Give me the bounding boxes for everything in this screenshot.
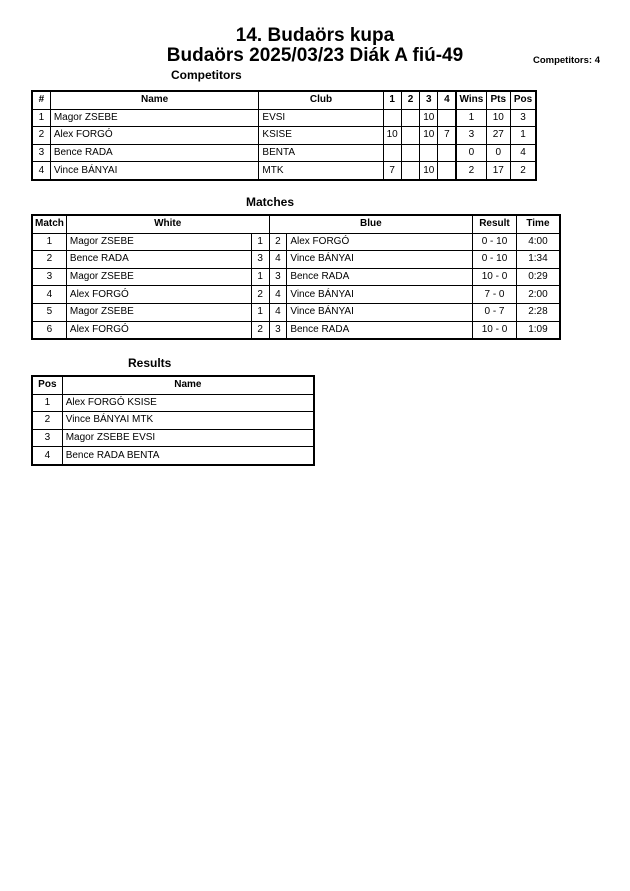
cell: Magor ZSEBE EVSI bbox=[62, 429, 314, 447]
cell: Alex FORGÓ bbox=[50, 127, 259, 145]
table-row bbox=[32, 321, 560, 339]
table-row bbox=[32, 303, 560, 321]
cell: 3 bbox=[32, 144, 50, 162]
col-result: Result bbox=[473, 215, 517, 233]
subtitle-text: Budaörs 2025/03/23 Diák A fiú-49 bbox=[166, 45, 464, 66]
cell: 2 bbox=[269, 233, 287, 251]
table-row bbox=[32, 251, 560, 269]
cell: Bence RADA bbox=[287, 321, 473, 339]
cell: 7 bbox=[438, 127, 456, 145]
cell bbox=[401, 109, 419, 127]
cell: 1 bbox=[32, 233, 66, 251]
cell: 3 bbox=[269, 268, 287, 286]
cell: 4 bbox=[269, 251, 287, 269]
table-row bbox=[32, 144, 536, 162]
matches-header-row bbox=[32, 215, 560, 233]
cell: 10 - 0 bbox=[473, 268, 517, 286]
cell: Magor ZSEBE bbox=[66, 233, 251, 251]
col-pts: Pts bbox=[486, 91, 510, 109]
cell: Magor ZSEBE bbox=[66, 268, 251, 286]
cell: Alex FORGÓ bbox=[287, 233, 473, 251]
cell: 2 bbox=[32, 412, 62, 430]
cell: Vince BÁNYAI bbox=[50, 162, 259, 180]
competitors-header-row bbox=[32, 91, 536, 109]
results-header-row bbox=[32, 376, 314, 394]
cell: 2 bbox=[511, 162, 537, 180]
competitors-table bbox=[31, 90, 537, 181]
cell: 1 bbox=[32, 109, 50, 127]
col-opp-2: 2 bbox=[401, 91, 419, 109]
table-row bbox=[32, 286, 560, 304]
matches-table bbox=[31, 214, 561, 340]
cell: 4:00 bbox=[516, 233, 560, 251]
cell: Magor ZSEBE bbox=[66, 303, 251, 321]
cell: Vince BÁNYAI bbox=[287, 303, 473, 321]
cell: Vince BÁNYAI bbox=[287, 286, 473, 304]
cell: EVSI bbox=[259, 109, 383, 127]
col-wins: Wins bbox=[456, 91, 486, 109]
cell bbox=[401, 162, 419, 180]
col-pos: Pos bbox=[511, 91, 537, 109]
cell bbox=[438, 162, 456, 180]
cell: Bence RADA BENTA bbox=[62, 447, 314, 465]
cell: 3 bbox=[251, 251, 269, 269]
cell: 2:00 bbox=[516, 286, 560, 304]
cell: 0 - 7 bbox=[473, 303, 517, 321]
cell: Magor ZSEBE bbox=[50, 109, 259, 127]
results-table bbox=[31, 375, 315, 466]
cell: 2 bbox=[32, 251, 66, 269]
cell: 3 bbox=[269, 321, 287, 339]
col-name: Name bbox=[50, 91, 259, 109]
col-number: # bbox=[32, 91, 50, 109]
table-row bbox=[32, 109, 536, 127]
cell: 4 bbox=[32, 447, 62, 465]
cell: 1 bbox=[251, 303, 269, 321]
cell: 7 - 0 bbox=[473, 286, 517, 304]
table-row bbox=[32, 429, 314, 447]
cell bbox=[420, 144, 438, 162]
cell: Vince BÁNYAI bbox=[287, 251, 473, 269]
cell: 10 bbox=[420, 162, 438, 180]
cell: Alex FORGÓ bbox=[66, 286, 251, 304]
matches-heading: Matches bbox=[246, 195, 295, 209]
cell: 1 bbox=[511, 127, 537, 145]
table-row bbox=[32, 233, 560, 251]
cell: 4 bbox=[269, 303, 287, 321]
cell: 0 bbox=[486, 144, 510, 162]
cell: 2 bbox=[251, 321, 269, 339]
cell: 6 bbox=[32, 321, 66, 339]
cell: Bence RADA bbox=[50, 144, 259, 162]
cell: 2 bbox=[251, 286, 269, 304]
col-name: Name bbox=[62, 376, 314, 394]
col-pos: Pos bbox=[32, 376, 62, 394]
cell bbox=[401, 127, 419, 145]
page-title: 14. Budaörs kupa bbox=[235, 25, 395, 46]
cell: KSISE bbox=[259, 127, 383, 145]
cell: 4 bbox=[511, 144, 537, 162]
cell: 0:29 bbox=[516, 268, 560, 286]
col-time: Time bbox=[516, 215, 560, 233]
cell bbox=[401, 144, 419, 162]
cell: 3 bbox=[32, 268, 66, 286]
cell: 1:09 bbox=[516, 321, 560, 339]
col-match: Match bbox=[32, 215, 66, 233]
col-white: White bbox=[66, 215, 269, 233]
cell: 5 bbox=[32, 303, 66, 321]
cell: 4 bbox=[269, 286, 287, 304]
cell: 10 - 0 bbox=[473, 321, 517, 339]
cell bbox=[438, 144, 456, 162]
cell: 10 bbox=[420, 127, 438, 145]
table-row bbox=[32, 394, 314, 412]
cell: 1 bbox=[32, 394, 62, 412]
cell: BENTA bbox=[259, 144, 383, 162]
cell: 2 bbox=[32, 127, 50, 145]
cell: 4 bbox=[32, 162, 50, 180]
cell: 27 bbox=[486, 127, 510, 145]
cell bbox=[383, 144, 401, 162]
cell: 1:34 bbox=[516, 251, 560, 269]
cell: Bence RADA bbox=[66, 251, 251, 269]
cell: 3 bbox=[511, 109, 537, 127]
table-row bbox=[32, 162, 536, 180]
table-row bbox=[32, 127, 536, 145]
cell: Alex FORGÓ bbox=[66, 321, 251, 339]
cell: 1 bbox=[251, 233, 269, 251]
col-club: Club bbox=[259, 91, 383, 109]
cell bbox=[383, 109, 401, 127]
cell: MTK bbox=[259, 162, 383, 180]
table-row bbox=[32, 412, 314, 430]
cell: Vince BÁNYAI MTK bbox=[62, 412, 314, 430]
cell: 0 - 10 bbox=[473, 233, 517, 251]
cell: 3 bbox=[456, 127, 486, 145]
cell: 7 bbox=[383, 162, 401, 180]
col-blue: Blue bbox=[269, 215, 473, 233]
cell: 3 bbox=[32, 429, 62, 447]
cell bbox=[438, 109, 456, 127]
cell: 2:28 bbox=[516, 303, 560, 321]
cell: Bence RADA bbox=[287, 268, 473, 286]
cell: 1 bbox=[251, 268, 269, 286]
results-heading: Results bbox=[128, 356, 172, 370]
cell: 2 bbox=[456, 162, 486, 180]
col-opp-4: 4 bbox=[438, 91, 456, 109]
col-opp-3: 3 bbox=[420, 91, 438, 109]
cell: 10 bbox=[486, 109, 510, 127]
competitors-heading: Competitors bbox=[171, 68, 242, 82]
cell: 0 bbox=[456, 144, 486, 162]
table-row bbox=[32, 447, 314, 465]
cell: 0 - 10 bbox=[473, 251, 517, 269]
cell: 10 bbox=[383, 127, 401, 145]
col-opp-1: 1 bbox=[383, 91, 401, 109]
cell: 1 bbox=[456, 109, 486, 127]
cell: 17 bbox=[486, 162, 510, 180]
cell: 10 bbox=[420, 109, 438, 127]
competitors-count: Competitors: 4 bbox=[532, 55, 600, 66]
table-row bbox=[32, 268, 560, 286]
cell: 4 bbox=[32, 286, 66, 304]
cell: Alex FORGÓ KSISE bbox=[62, 394, 314, 412]
